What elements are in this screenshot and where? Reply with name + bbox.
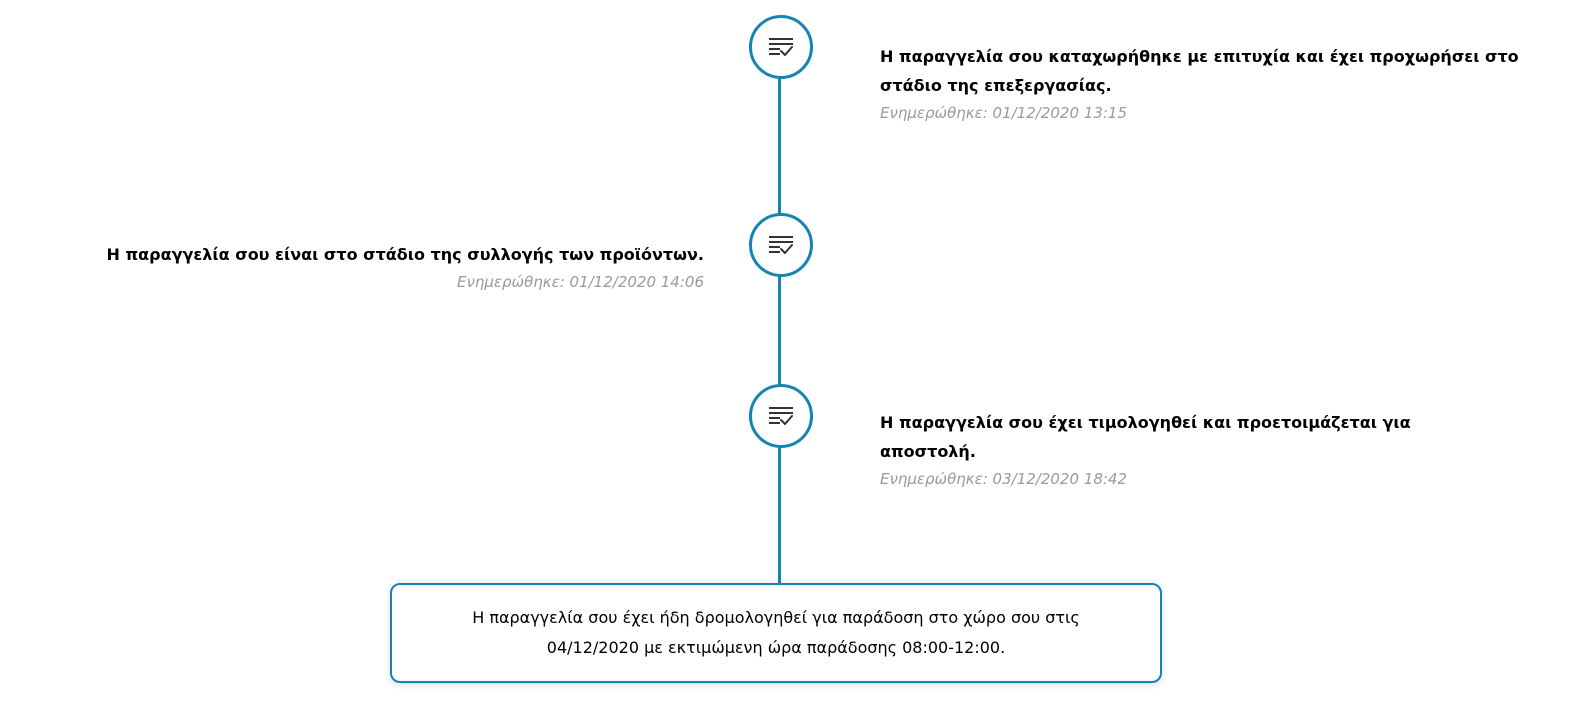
checklist-icon xyxy=(749,213,813,277)
delivery-message: Η παραγγελία σου έχει ήδη δρομολογηθεί για παράδοση στο χώρο σου στις 04/12/2020 με εκτιμώμενη ώρα παράδοσης 08:00-12:00. xyxy=(472,608,1080,657)
checklist-icon xyxy=(749,384,813,448)
checklist-icon xyxy=(749,15,813,79)
step-message: Η παραγγελία σου είναι στο στάδιο της συλλογής των προϊόντων. xyxy=(106,245,704,264)
step-updated-timestamp: Ενημερώθηκε: 03/12/2020 18:42 xyxy=(880,470,1128,488)
step-message: Η παραγγελία σου καταχωρήθηκε με επιτυχία και έχει προχωρήσει στο στάδιο της επεξεργασίας. xyxy=(880,47,1519,95)
timeline-step xyxy=(880,408,1460,490)
step-message: Η παραγγελία σου έχει τιμολογηθεί και προετοιμάζεται για αποστολή. xyxy=(880,413,1411,461)
timeline-step xyxy=(880,42,1530,124)
step-updated-timestamp: Ενημερώθηκε: 01/12/2020 14:06 xyxy=(456,273,704,291)
delivery-info-box xyxy=(390,583,1162,683)
timeline-line xyxy=(778,48,781,585)
timeline-step xyxy=(4,240,704,293)
step-updated-timestamp: Ενημερώθηκε: 01/12/2020 13:15 xyxy=(880,104,1128,122)
